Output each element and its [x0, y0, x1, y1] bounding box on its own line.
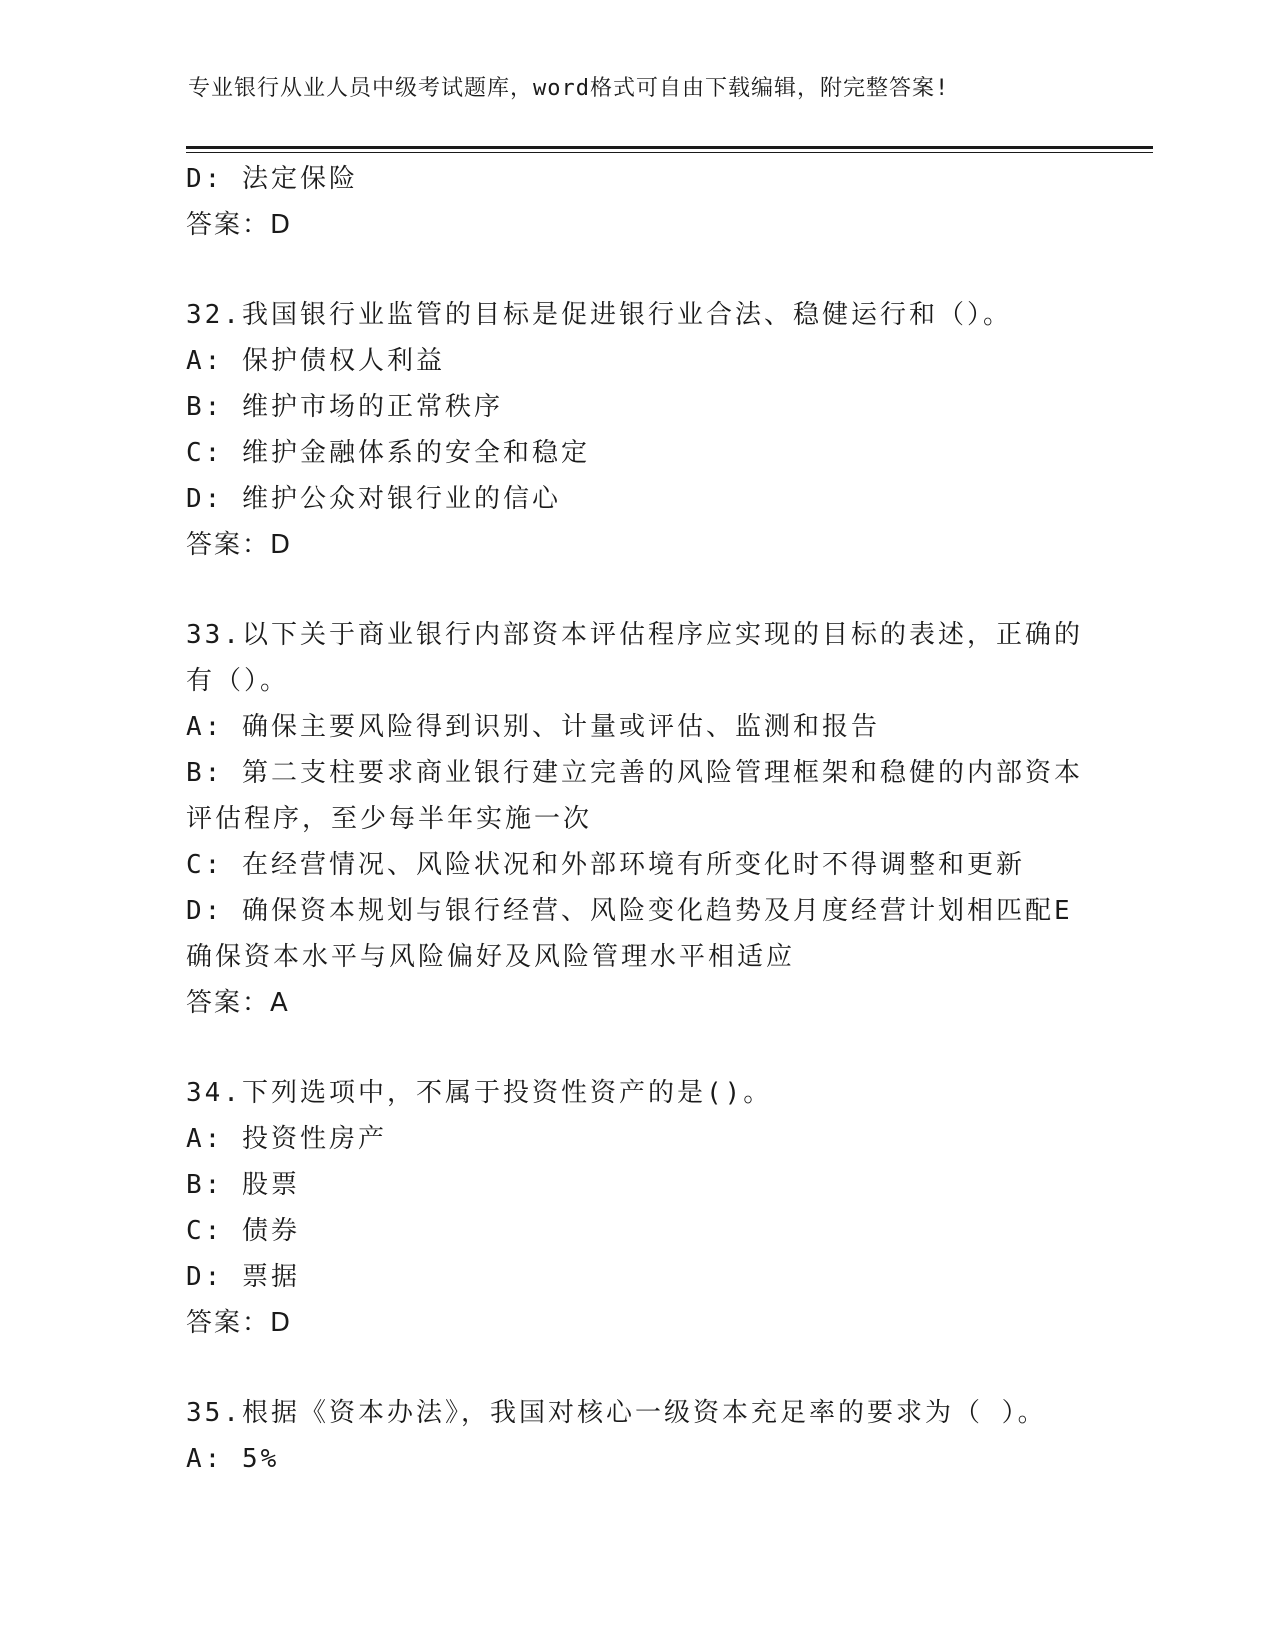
- question-stem: 33.以下关于商业银行内部资本评估程序应实现的目标的表述，正确的有（）。: [186, 620, 1083, 696]
- option-a: A: 5%: [186, 1444, 280, 1474]
- header-divider-thin: [186, 152, 1153, 153]
- option-d: D: 维护公众对银行业的信心: [186, 484, 561, 514]
- option-c: C: 债券: [186, 1216, 300, 1246]
- option-a: A: 确保主要风险得到识别、计量或评估、监测和报告: [186, 712, 880, 742]
- answer: 答案：D: [186, 210, 293, 240]
- option-d: D: 票据: [186, 1262, 300, 1292]
- answer: 答案：D: [186, 530, 293, 560]
- option-d: D: 法定保险: [186, 164, 358, 194]
- option-b: B: 第二支柱要求商业银行建立完善的风险管理框架和稳健的内部资本评估程序，至少每半年实施一次: [186, 758, 1083, 834]
- question-stem: 34.下列选项中，不属于投资性资产的是()。: [186, 1078, 773, 1108]
- option-b: B: 股票: [186, 1170, 300, 1200]
- option-a: A: 投资性房产: [186, 1124, 387, 1154]
- option-c: C: 在经营情况、风险状况和外部环境有所变化时不得调整和更新: [186, 850, 1025, 880]
- answer: 答案：A: [186, 988, 290, 1018]
- option-a: A: 保护债权人利益: [186, 346, 445, 376]
- option-b: B: 维护市场的正常秩序: [186, 392, 503, 422]
- answer: 答案：D: [186, 1308, 293, 1338]
- question-stem: 32.我国银行业监管的目标是促进银行业合法、稳健运行和（）。: [186, 300, 1012, 330]
- question-stem: 35.根据《资本办法》，我国对核心一级资本充足率的要求为（ ）。: [186, 1398, 1047, 1428]
- question-content: [186, 156, 1086, 1482]
- page-header: 专业银行从业人员中级考试题库，word格式可自由下载编辑，附完整答案!: [188, 76, 950, 101]
- option-d: D: 确保资本规划与银行经营、风险变化趋势及月度经营计划相匹配E确保资本水平与风险偏好及风险管理水平相适应: [186, 896, 1073, 972]
- option-c: C: 维护金融体系的安全和稳定: [186, 438, 590, 468]
- header-divider-thick: [186, 146, 1153, 149]
